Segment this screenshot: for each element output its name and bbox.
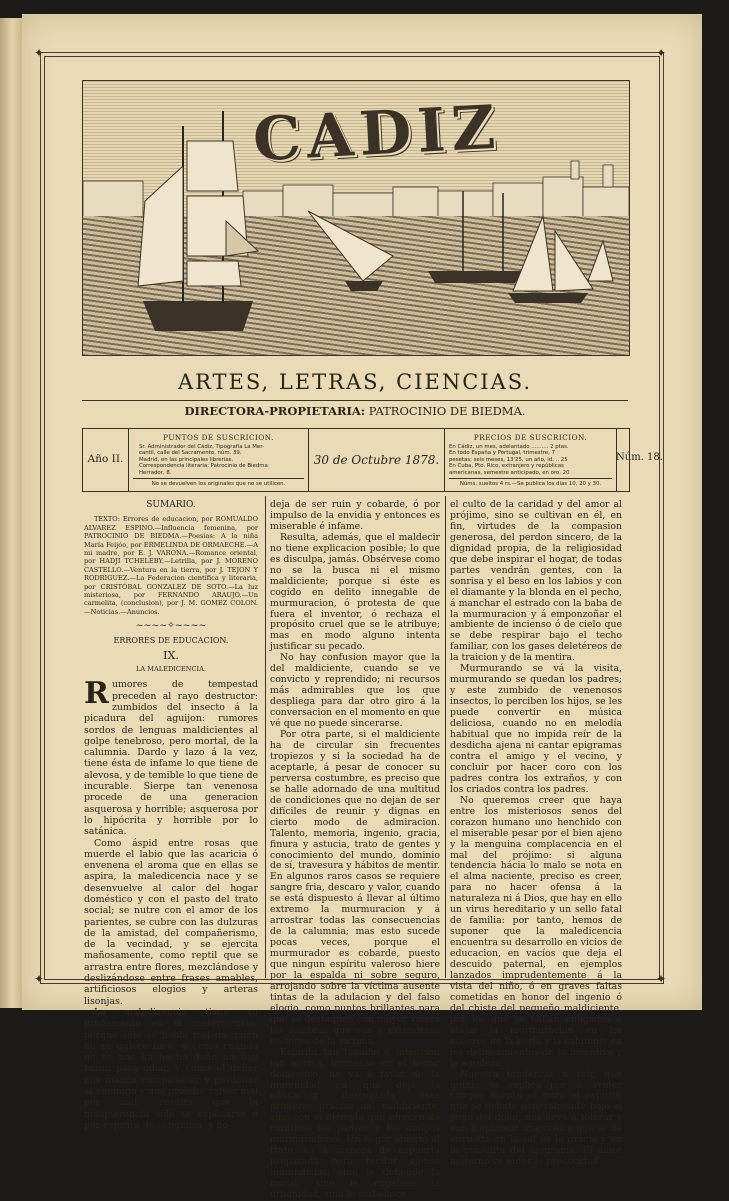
paragraph: No queremos creer que haya entre los misteriosos senos del corazon humano uno henchido con el miserable pesar por el bien ajeno y la menguina complacencia en el mal del prójimo: si alguna tendencia hácia lo malo se nota en el alma naciente, preciso es creer, para no hacer ofensa á la naturaleza ni á Dios, que hay en ello un virus hereditario y un sello fatal de familia: por tanto, hemos de suponer que la maledicencia encuentra su desarrollo en vicios de educacion, en vacíos que deja el descuido paternal, en ejemplos lanzados imprudentemente á la vista del niño, ó en graves faltas cometidas en honor del ingenio ó del chiste del pequeño maldiciente, por los que se hallan obligados á atajar la murmuracion en los esbozos de la burla y la calumnia en los delineamientos de la inventiva y la agudeza.: [450, 794, 622, 1069]
puntos-cell: [129, 429, 309, 491]
year-cell: [83, 429, 129, 491]
issue-number: Núm. 18.: [616, 452, 663, 463]
precios-line: americanas, semestre anticipado, en oro. 20: [449, 469, 570, 476]
puntos-line: Madrid, en las principales librerías.: [139, 456, 234, 463]
puntos-list: [133, 444, 304, 476]
section-number: IX.: [163, 648, 179, 662]
puntos-line: Herrador, 8.: [139, 469, 172, 476]
corner-ornament-icon: ✦: [34, 46, 45, 60]
paragraph: umores de tempestad preceden al rayo destructor: zumbidos del insecto á la picadura del aguijon: rumores sordos de lenguas maldicientes al golpe tenebroso, pero mortal, de la calumnia. Dardo y lazo á la vez, tiene ésta de infame lo que tiene de alevosa, y de temible lo que tiene de incurable. Sierpe tan venenosa procede de una generacion asquerosa y horrible; asquerosa por lo hipócrita y horrible por lo satánica.: [84, 679, 258, 838]
paragraph: Como áspid entre rosas que muerde el labio que las acaricia ó envenena el aroma que en ellas se aspira, la maledicencia nace y se desenvuelve al calor del hogar doméstico y con el pasto del trato social; se nutre con el amor de los parientes, se cubre con las dulzuras de la amistad, del compañerismo, de la vecindad, y se ejercita mañosamente, como reptil que se arrastra entre flores, mezclándose y deslizándose entre frases amables, artificiosos elogios y arteras lisonjas.: [84, 837, 258, 1007]
precios-line: En Cuba, Pto. Rico, extranjero y repúblicas: [449, 463, 564, 470]
divider: [82, 400, 628, 401]
masthead-title: CADIZ: [251, 92, 503, 176]
paragraph: La maledicencia tiene su fundamento en la malevolencia; porque sólo se habla mal de quien no se quiere bien; y como cuando no se nos ha hecho daño no hay razon para odiar, y como el deber nos manda compadecer y perdonar al enemigo y nos prohibe volver mal por mal, resulta que la malquerencia sólo se explicarse ó por espíritu de venganza, y no: [84, 1006, 258, 1131]
puntos-note: No se devuelven los originales que no se utilicen.: [133, 478, 304, 487]
precios-list: [449, 444, 612, 476]
ornament-icon: ~~~~✧~~~~: [135, 620, 207, 632]
director-line: [82, 404, 628, 418]
issue-date: 30 de Octubre 1878.: [313, 453, 440, 467]
corner-ornament-icon: ✦: [656, 46, 667, 60]
paragraph: No hay confusion mayor que la del maldiciente, cuando se ve convicto y reprendido; ni recursos más admirables que los que despliega para dar otro giro á la conversacion en el momento en que vé que no puede sincerarse.: [270, 652, 440, 730]
column-1: [84, 500, 258, 1131]
book-spine: [0, 18, 23, 1008]
paragraph: el culto de la caridad y del amor al prójimo, sino se cultivan en él, en fin, virtudes de la compasion generosa, del perdon sincero, de la dignidad propia, de la religiosidad que debe inspirar el hogar, de todas partes vendrán gentes, con la sonrisa y el beso en los labios y con el diamante y la blonda en el pecho, á manchar el estrado con la baba de la murmuracion y á emponzoñar el ambiente de incienso ó de cielo que se debe respirar bajo el techo familiar, con los gases deletéreos de la traicion y de la mentira.: [450, 499, 622, 664]
column-3: [450, 500, 622, 1168]
puntos-line: cantil, calle del Sacramento, núm. 39.: [139, 450, 242, 457]
precios-line: En Cádiz, un mes, adelantado .......... 2 ptas.: [449, 444, 569, 450]
corner-ornament-icon: ✦: [34, 972, 45, 986]
date-cell: [309, 429, 445, 491]
precios-title: PRECIOS DE SUSCRICION.: [473, 433, 588, 442]
director-label: DIRECTORA-PROPIETARIA:: [184, 404, 366, 418]
newspaper-page: [22, 14, 702, 1201]
sumario-text: TEXTO: Errores de educacion, por ROMUALDO ALVAREZ ESPINO.—Influencia femenina, por PATROCINIO DE BIEDMA.—Poesías: A la niña María Feijóo, por ERMELINDA DE ORMAECHE.—A mi madre, por E. J. VARONA.—Romance oriental, por HADJI TCHELEBY.—Letrilla, por J. MORENO CASTELLO.—Ventura en la tierra, por J. TEJON Y RODRIGUEZ.—La Federacion científica y literaria, por CRISTÓBAL GONZALEZ DE SOTO.—La luz misteriosa, por FERNANDO ARAUJO.—Un carmelita, (conclusion), por J. M. GOMEZ COLON.—Noticias.—Anuncios.: [84, 515, 259, 616]
column-divider: [265, 496, 266, 978]
paragraph: Nuestra tendencia á reír, que quizás se explica por la avidez conque acepta el gozo el espíritu que se debate generalmente bajo el yugo del dolor, nos lleva á tolerar y aun á aplaudir una crítica que se dá envuelta en la sal de la gracia y en la pimienta del epigrama. El amor materno vé ántes la precocidad: [450, 1068, 622, 1168]
paragraph: Por otra parte, si el maldiciente ha de circular sin frecuentes tropiezos y si la sociedad ha de aceptarle, á pesar de conocer su perversa costumbre, es preciso que se halle adornado de una multitud de condiciones que no dejan de ser difíciles de reunir y dignas en cierto modo de admiracion. Talento, memoria, ingenio, gracia, finura y astucia, trato de gentes y conocimiento del mundo, dominio de sí, travesura y hábitos de mentir. En algunos raros casos se requiere sangre fria, descaro y valor, cuando se está dispuesto á llevar al último extremo la murmuracion y á arrostrar todas las consecuencias de la calumnia; mas esto sucede pocas veces, porque el murmurador es cobarde, puesto que ningun espíritu valeroso hiere por la espalda ni sobre seguro, arrojando sobre la víctima ausente tintas de la adulacion y del falso elogio, como puntos brillantes para que se destaquen con mayor viveza las sombras que van á extenderse en torno de la víctima.: [270, 729, 440, 1047]
section-subtitle: LA MALEDICENCIA.: [136, 665, 206, 674]
paragraph: Murmurando se vá la visita, murmurando se quedan los padres; y este zumbido de venenosos insectos, lo perciben los hijos, se les puede convertir en música deliciosa, cuando no en melodía habitual que no impida reír de la desdicha ajena ni cantar epigramas contra el amigo y el vecino, y concluir por hacer coro con los padres contra los extraños, y con los criados contra los padres.: [450, 663, 622, 795]
paragraph: Espíritu tan tamaño é intencion tan nociva, fórmanse en el hogar doméstico, no ya á favor de la impunidad en que deja la educacion descuidada esas primeras gracias del maldiciente; sino con el ejemplo que ofrecen de continuo los padres y los amigos murmuradores. Un hogar abierto al trato, es á manera de espuerta preparada para recibir ajenas inmundicias; sino le defiende la moral, sino le engalana la urbanidad, sino le embellece: [270, 1046, 440, 1201]
precios-line: pesetas; seis meses, 13'25, un año, id. .. 25: [449, 456, 568, 463]
paragraph: deja de ser ruin y cobarde, ó por impulso de la envidia y entonces es miserable é infame.: [270, 499, 440, 532]
paragraph: Resulta, además, que el maldecir no tiene explicacion posible; lo que es disculpa, jamás. Obsérvese como no se la busca ni el mismo maldiciente; porque si éste es cogido en delito innegable de murmuracion, ó protesta de que fuera el inventor, ó rechaza el propósito cruel que se le atribuye; mas en modo alguno intenta justificar su pecado.: [270, 531, 440, 653]
masthead-subtitle: ARTES, LETRAS, CIENCIAS.: [177, 370, 533, 394]
director-name: PATROCINIO DE BIEDMA.: [368, 404, 526, 418]
corner-ornament-icon: ✦: [656, 972, 667, 986]
year-label: Año II.: [87, 453, 124, 465]
drop-cap: R: [84, 676, 109, 712]
column-2: [270, 500, 440, 1201]
subscription-infobox: [82, 428, 630, 492]
masthead-illustration: [82, 80, 630, 356]
sailing-ship-icon: [138, 111, 258, 331]
precios-cell: [445, 429, 617, 491]
puntos-title: PUNTOS DE SUSCRICION.: [163, 433, 274, 442]
puntos-line: Correspondencia literaria: Patrocinio de Biedma: [139, 463, 268, 470]
precios-line: En todo España y Portugal, trimestre, 7: [449, 450, 555, 457]
lateen-boat-icon: [308, 211, 393, 291]
precios-note: Núms. sueltos 4 rs.—Se publica los dias 10, 20 y 30.: [449, 478, 612, 487]
puntos-line: Sr. Administrador del Cádiz, Tipografía La Mer-: [139, 444, 265, 450]
sailboat-icon: [508, 216, 613, 303]
column-divider: [445, 496, 446, 978]
section-title: ERRORES DE EDUCACION.: [113, 636, 229, 646]
steamer-icon: [428, 191, 523, 283]
sumario-title: SUMARIO.: [146, 500, 196, 510]
